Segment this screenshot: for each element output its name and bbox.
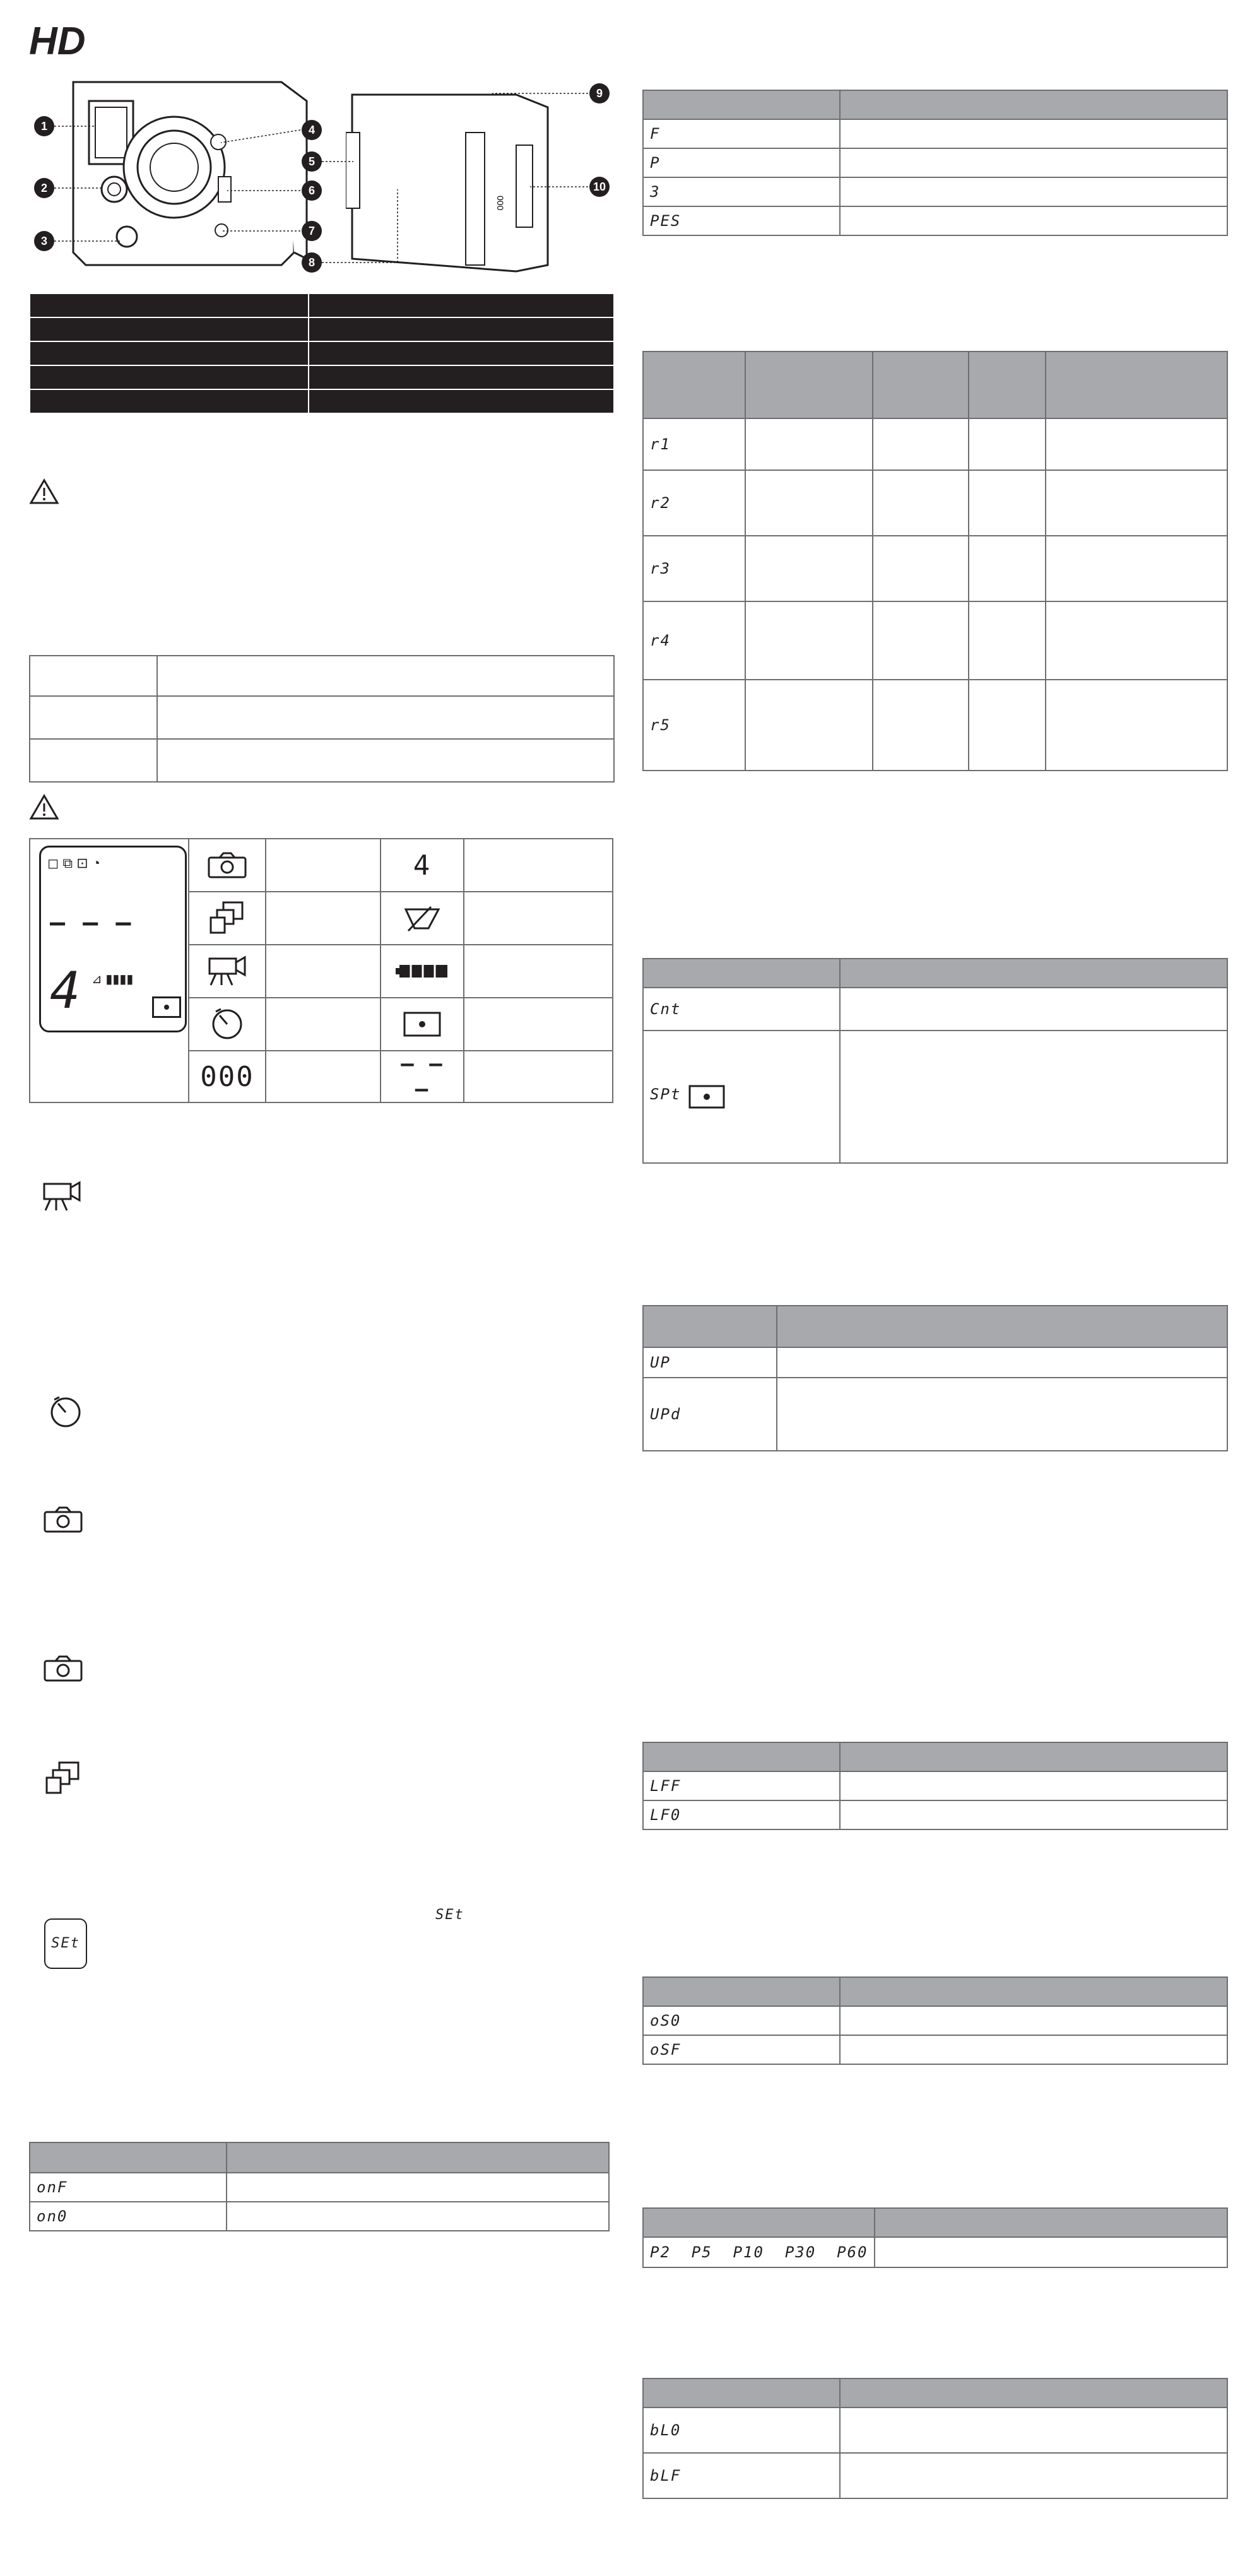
warning-icon — [29, 794, 59, 820]
set-button-icon: SEt — [44, 1918, 87, 1969]
photo-mode-icon — [43, 1506, 83, 1533]
on-row-code: on0 — [37, 2207, 68, 2225]
resolution-table — [642, 351, 1228, 771]
dashes-icon: – – – — [401, 1051, 444, 1102]
spot-meter-icon — [381, 998, 464, 1051]
res-row-code: r2 — [650, 494, 671, 512]
lcd-legend-table — [29, 838, 613, 1103]
camera-front-illustration — [29, 69, 319, 284]
metering-table — [642, 958, 1228, 1164]
upside-down-icon — [381, 892, 464, 945]
callout-5: 5 — [302, 151, 322, 172]
lcd-dashes: — — — — [50, 908, 133, 937]
callout-9: 9 — [589, 83, 610, 103]
callout-8: 8 — [302, 252, 322, 273]
lcd-display — [30, 839, 189, 1102]
callout-10: 10 — [589, 177, 610, 197]
burst-mode-icon — [44, 1761, 82, 1796]
warning-icon — [29, 478, 59, 505]
battery-icon — [381, 945, 464, 998]
beep-row-code: bLF — [650, 2467, 682, 2484]
interval-values: P2 P5 P10 P30 P60 — [650, 2243, 868, 2261]
counter-icon: 000 — [200, 1060, 254, 1093]
callout-2: 2 — [34, 178, 54, 198]
res-row-code: r5 — [650, 716, 671, 734]
self-timer-icon — [189, 998, 266, 1051]
mode-row-code: PES — [650, 212, 682, 230]
lcd-status-icons: ⊿ ▮▮▮▮ — [91, 972, 134, 986]
photo-mode-icon — [43, 1655, 83, 1682]
meter-row-code: SPt — [650, 1085, 682, 1104]
spot-meter-icon — [152, 996, 181, 1018]
up-row-code: UP — [650, 1354, 671, 1371]
callout-7: 7 — [302, 221, 322, 241]
osd-row-code: oS0 — [650, 2012, 682, 2029]
mode-row-code: 3 — [650, 183, 661, 201]
beep-row-code: bL0 — [650, 2421, 682, 2439]
led-table — [642, 1742, 1228, 1830]
photo-mode-icon — [189, 839, 266, 892]
led-row-code: LFF — [650, 1777, 682, 1795]
meter-row-code: Cnt — [650, 1000, 682, 1018]
camera-back-illustration — [346, 88, 560, 278]
up-row-code: UPd — [650, 1405, 682, 1423]
on-row-code: onF — [37, 2178, 68, 2196]
mode-row-code: P — [650, 154, 661, 172]
callout-4: 4 — [302, 120, 322, 140]
interval-table — [642, 2207, 1228, 2268]
res-row-code: r1 — [650, 435, 671, 453]
res-row-code: r3 — [650, 560, 671, 577]
osd-table — [642, 1976, 1228, 2065]
lcd-big-digit: 4 — [50, 961, 82, 1020]
mode-table — [642, 90, 1228, 236]
callout-3: 3 — [34, 231, 54, 251]
callout-1: 1 — [34, 116, 54, 136]
svg-text:000: 000 — [495, 196, 505, 211]
video-mode-icon — [189, 945, 266, 998]
callout-6: 6 — [302, 180, 322, 201]
video-mode-icon — [42, 1180, 82, 1213]
orientation-table — [642, 1305, 1228, 1451]
info-table — [29, 655, 615, 783]
set-label: SEt — [435, 1907, 464, 1923]
hd-logo: HD — [29, 20, 86, 63]
mode-row-code: F — [650, 125, 661, 143]
burst-mode-icon — [189, 892, 266, 945]
dark-spec-table — [29, 293, 615, 414]
res-row-code: r4 — [650, 632, 671, 649]
beep-table — [642, 2378, 1228, 2499]
osd-row-code: oSF — [650, 2041, 682, 2059]
on-table — [29, 2142, 610, 2231]
lcd-mode-icons: ◻ ⧉ ⊡ ◔ — [47, 855, 101, 871]
spot-meter-icon — [688, 1084, 726, 1109]
self-timer-icon — [48, 1395, 83, 1430]
led-row-code: LF0 — [650, 1806, 682, 1824]
digit-icon: 4 — [413, 849, 432, 882]
